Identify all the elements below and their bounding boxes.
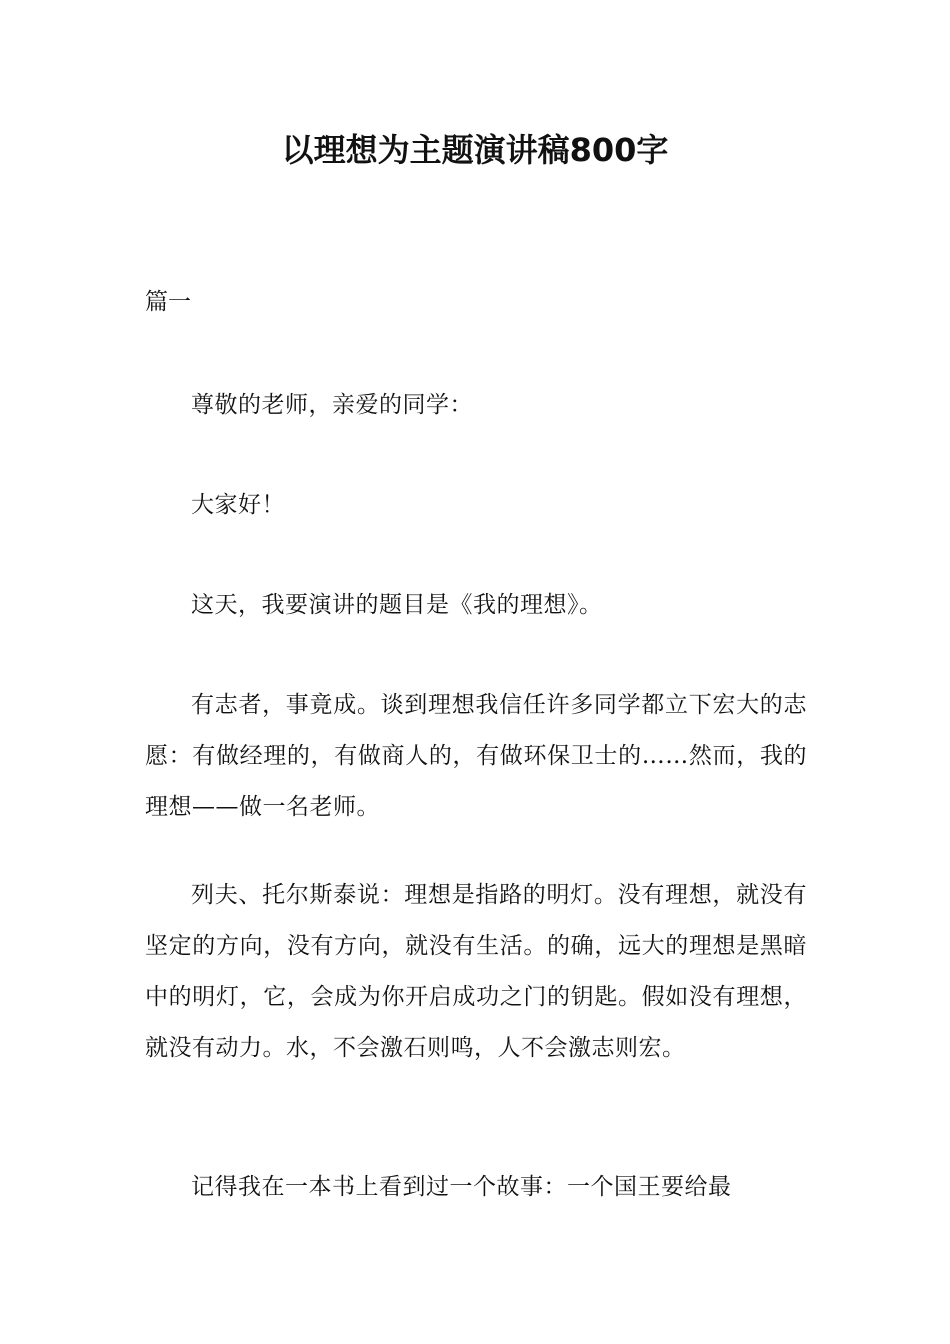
paragraph-body: 记得我在一本书上看到过一个故事：一个国王要给最: [191, 1174, 732, 1200]
paragraph-greeting: 大家好！: [191, 492, 285, 518]
paragraph-body: 列夫、托尔斯泰说：理想是指路的明灯。没有理想，就没有坚定的方向，没有方向，就没有生活。的确，远大的理想是黑暗中的明灯，它，会成为你开启成功之门的钥匙。假如没有理想，就没有动力。水，不会激石则鸣，人不会激志则宏。: [145, 882, 807, 1061]
paragraph-body: 有志者，事竟成。谈到理想我信任许多同学都立下宏大的志愿：有做经理的，有做商人的，有做环保卫士的……然而，我的理想——做一名老师。: [145, 692, 807, 820]
paragraph-salutation: 尊敬的老师，亲爱的同学：: [191, 392, 473, 418]
document-title: 以理想为主题演讲稿800字: [281, 131, 669, 169]
paragraph-topic: 这天，我要演讲的题目是《我的理想》。: [191, 592, 603, 618]
section-label: 篇一: [145, 289, 191, 315]
